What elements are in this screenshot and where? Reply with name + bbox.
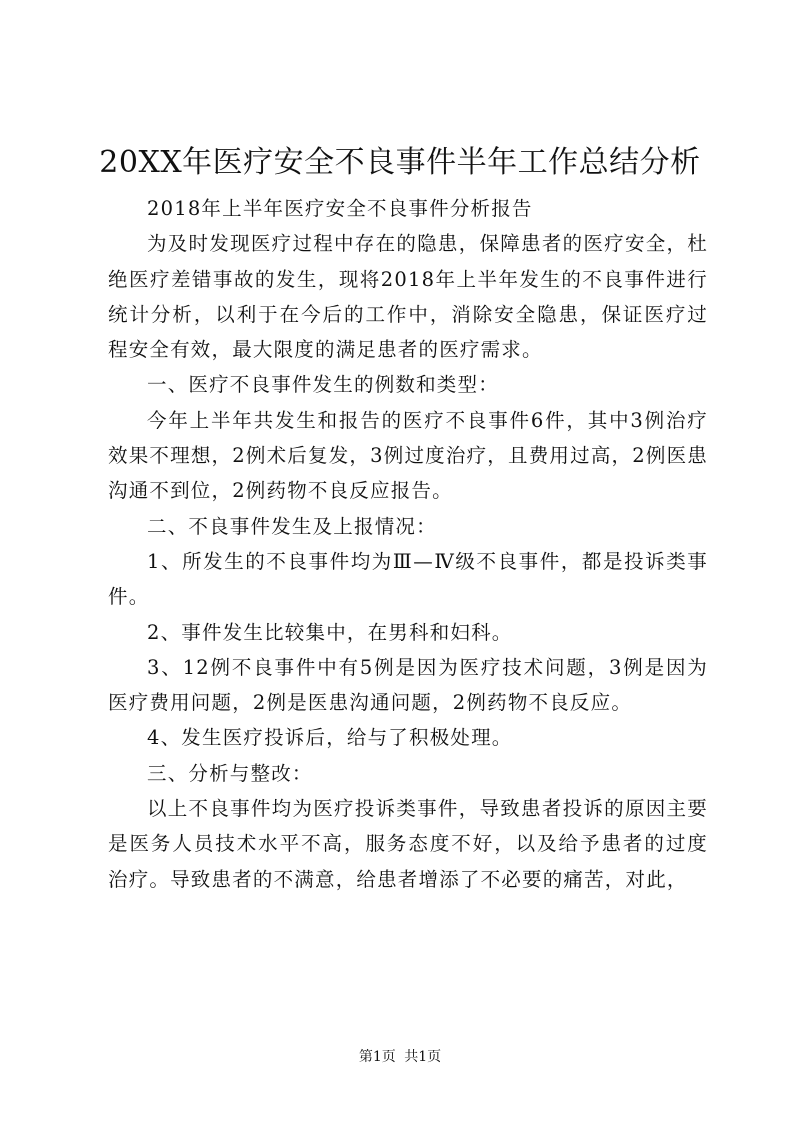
list-item-2: 2、事件发生比较集中，在男科和妇科。 xyxy=(147,620,513,644)
section-heading-3: 三、分析与整改： xyxy=(147,761,313,785)
section-heading-1: 一、医疗不良事件发生的例数和类型： xyxy=(147,373,499,397)
page-number: 第1页 xyxy=(358,1049,396,1065)
list-item-1: 1、所发生的不良事件均为Ⅲ—Ⅳ级不良事件，都是投诉类事件。 xyxy=(108,549,708,609)
page-total: 共1页 xyxy=(404,1049,442,1065)
page-footer xyxy=(0,1047,800,1067)
document-body xyxy=(108,191,708,897)
intro-paragraph: 为及时发现医疗过程中存在的隐患，保障患者的医疗安全，杜绝医疗差错事故的发生，现将2018年上半年发生的不良事件进行统计分析，以利于在今后的工作中，消除安全隐患，保证医疗过程安全有效，最大限度的满足患者的医疗需求。 xyxy=(108,232,708,362)
section-3-paragraph: 以上不良事件均为医疗投诉类事件，导致患者投诉的原因主要是医务人员技术水平不高，服务态度不好，以及给予患者的过度治疗。导致患者的不满意，给患者增添了不必要的痛苦，对此， xyxy=(108,797,708,891)
section-heading-2: 二、不良事件发生及上报情况： xyxy=(147,514,437,538)
list-item-3: 3、12例不良事件中有5例是因为医疗技术问题，3例是因为医疗费用问题，2例是医患沟通问题，2例药物不良反应。 xyxy=(108,655,708,715)
section-1-paragraph: 今年上半年共发生和报告的医疗不良事件6件，其中3例治疗效果不理想，2例术后复发，3例过度治疗，且费用过高，2例医患沟通不到位，2例药物不良反应报告。 xyxy=(108,408,708,503)
document-title: 20XX年医疗安全不良事件半年工作总结分析 xyxy=(99,145,701,180)
list-item-4: 4、发生医疗投诉后，给与了积极处理。 xyxy=(147,726,513,750)
report-subtitle: 2018年上半年医疗安全不良事件分析报告 xyxy=(147,197,533,220)
